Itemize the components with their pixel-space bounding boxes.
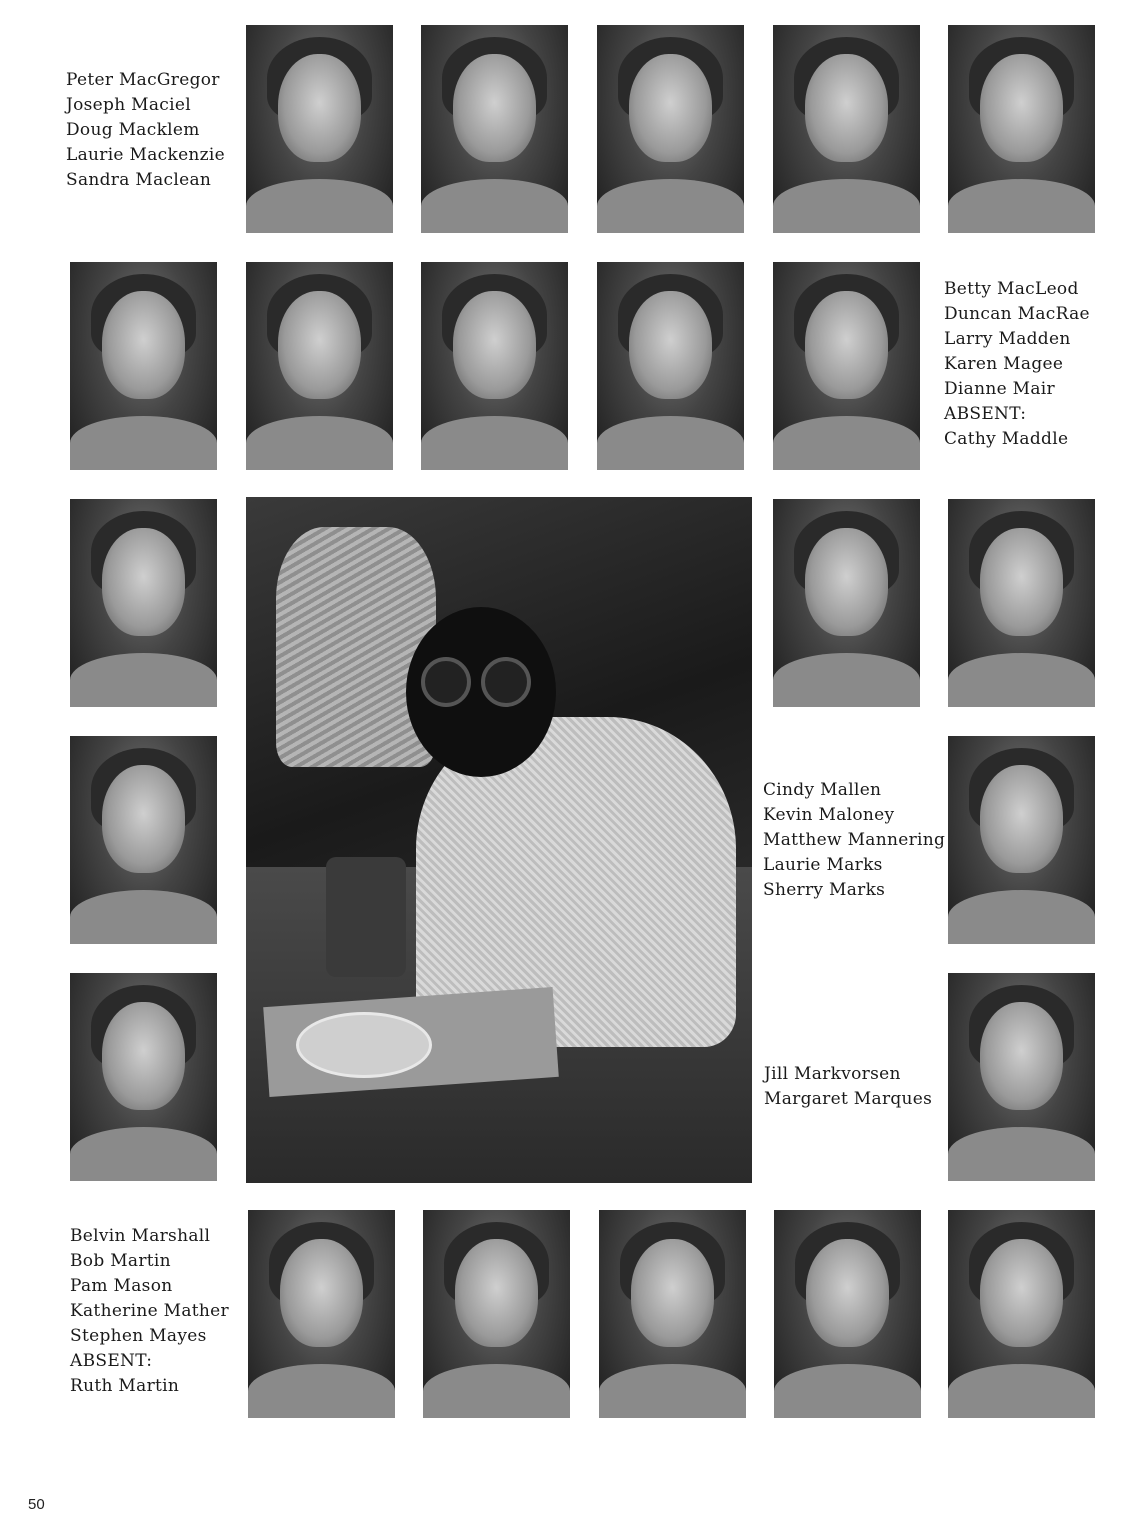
portrait-photo <box>70 973 217 1181</box>
student-name: Ruth Martin <box>70 1376 180 1396</box>
student-name: Betty MacLeod <box>944 279 1079 299</box>
student-name: Doug Macklem <box>66 120 200 140</box>
page-number: 50 <box>28 1496 45 1513</box>
student-name: Sherry Marks <box>763 880 886 900</box>
student-name: Bob Martin <box>70 1251 171 1271</box>
portrait-photo <box>421 25 568 233</box>
portrait-photo <box>773 499 920 707</box>
name-list-row2 <box>944 277 1090 452</box>
student-name: Cathy Maddle <box>944 429 1069 449</box>
student-name: Stephen Mayes <box>70 1326 207 1346</box>
portrait-photo <box>248 1210 395 1418</box>
portrait-photo <box>246 262 393 470</box>
portrait-photo <box>948 499 1095 707</box>
portrait-photo <box>70 499 217 707</box>
student-name: Cindy Mallen <box>763 780 882 800</box>
student-name: Larry Madden <box>944 329 1071 349</box>
portrait-photo <box>948 973 1095 1181</box>
portrait-photo <box>246 25 393 233</box>
student-name: Laurie Mackenzie <box>66 145 226 165</box>
absent-label: ABSENT: <box>70 1351 153 1371</box>
student-name: Laurie Marks <box>763 855 883 875</box>
absent-label: ABSENT: <box>944 404 1027 424</box>
portrait-photo <box>597 262 744 470</box>
candid-gas-mask-photo <box>246 497 752 1183</box>
student-name: Katherine Mather <box>70 1301 229 1321</box>
portrait-photo <box>773 25 920 233</box>
portrait-photo <box>599 1210 746 1418</box>
name-list-row5 <box>764 1062 932 1112</box>
portrait-photo <box>948 25 1095 233</box>
student-name: Jill Markvorsen <box>764 1064 901 1084</box>
portrait-photo <box>774 1210 921 1418</box>
student-name: Duncan MacRae <box>944 304 1090 324</box>
portrait-photo <box>70 262 217 470</box>
portrait-photo <box>70 736 217 944</box>
portrait-photo <box>948 736 1095 944</box>
name-list-row4 <box>763 778 945 903</box>
student-name: Margaret Marques <box>764 1089 933 1109</box>
student-name: Karen Magee <box>944 354 1064 374</box>
portrait-photo <box>597 25 744 233</box>
student-name: Matthew Mannering <box>763 830 946 850</box>
student-name: Dianne Mair <box>944 379 1055 399</box>
portrait-photo <box>421 262 568 470</box>
name-list-row1 <box>66 68 225 193</box>
student-name: Sandra Maclean <box>66 170 212 190</box>
portrait-photo <box>773 262 920 470</box>
student-name: Peter MacGregor <box>66 70 220 90</box>
student-name: Joseph Maciel <box>66 95 191 115</box>
name-list-row6 <box>70 1224 229 1399</box>
portrait-photo <box>948 1210 1095 1418</box>
portrait-photo <box>423 1210 570 1418</box>
student-name: Belvin Marshall <box>70 1226 211 1246</box>
student-name: Pam Mason <box>70 1276 173 1296</box>
student-name: Kevin Maloney <box>763 805 895 825</box>
